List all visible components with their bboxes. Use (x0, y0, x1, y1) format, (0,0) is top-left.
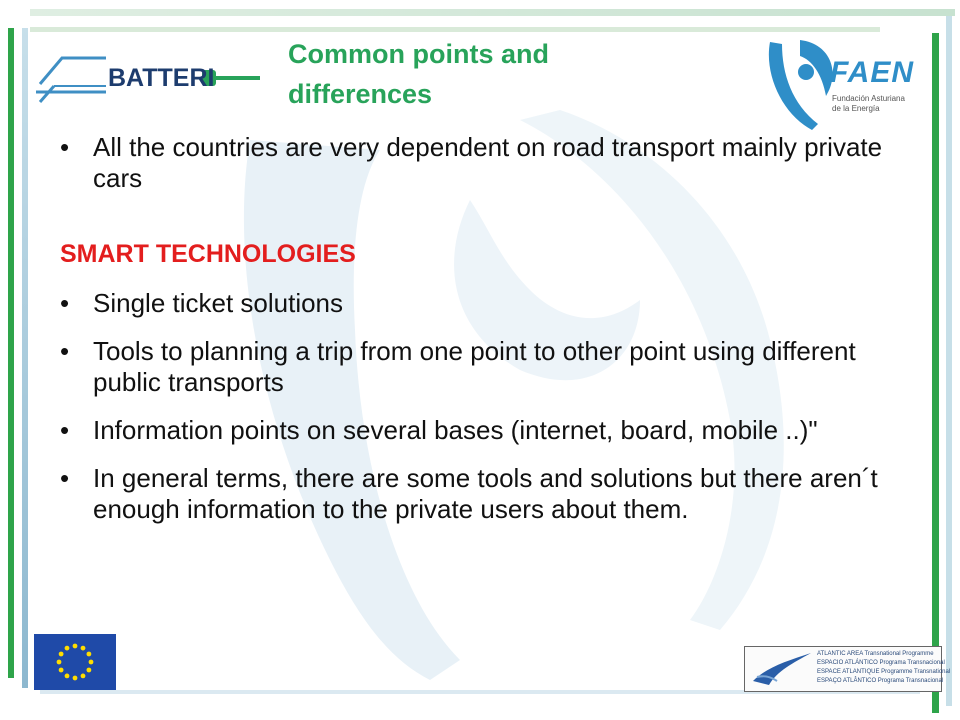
slide-body (60, 122, 920, 525)
atlantic-area-logo (744, 646, 951, 692)
bullet-text: Tools to planning a trip from one point to other point using different public transports (93, 336, 856, 397)
eu-flag-stars (34, 634, 116, 690)
bullet-text: In general terms, there are some tools and solutions but there aren´t enough information to the private users about them. (93, 463, 878, 524)
bullet-item (60, 415, 920, 446)
eu-flag-icon (34, 634, 116, 690)
bullet-item (60, 336, 920, 398)
bullet-symbol: • (60, 415, 70, 445)
faen-logo-subtitle-2: de la Energía (832, 104, 880, 113)
section-heading: SMART TECHNOLOGIES (60, 240, 356, 268)
faen-logo (762, 34, 922, 134)
bullet-item (60, 288, 920, 319)
slide-title: Common points and differences (288, 39, 549, 109)
atlantic-text-line: ESPACE ATLANTIQUE Programme Transnational (817, 669, 951, 675)
bullet-symbol: • (60, 288, 70, 318)
batteri-logo (36, 46, 266, 116)
bullet-text: Single ticket solutions (93, 288, 344, 318)
bullet-symbol: • (60, 336, 70, 366)
bullet-symbol: • (60, 463, 70, 493)
faen-logo-subtitle-1: Fundación Asturiana (832, 94, 905, 103)
atlantic-wave-icon (747, 647, 817, 691)
atlantic-text-line: ATLANTIC AREA Transnational Programme (817, 651, 934, 657)
bullet-text: All the countries are very dependent on road transport mainly private cars (93, 132, 883, 193)
faen-logo-name: FAEN (830, 56, 915, 89)
atlantic-text-line: ESPACIO ATLÁNTICO Programa Transnacional (817, 660, 945, 666)
bullet-symbol: • (60, 132, 70, 162)
atlantic-text-line: ESPAÇO ATLÂNTICO Programa Transnacional (817, 678, 944, 684)
batteri-logo-text: BATTERI (108, 64, 215, 92)
bullet-text: Information points on several bases (internet, board, mobile ..)" (93, 415, 818, 445)
bullet-item (60, 463, 920, 525)
bullet-item (60, 132, 920, 194)
